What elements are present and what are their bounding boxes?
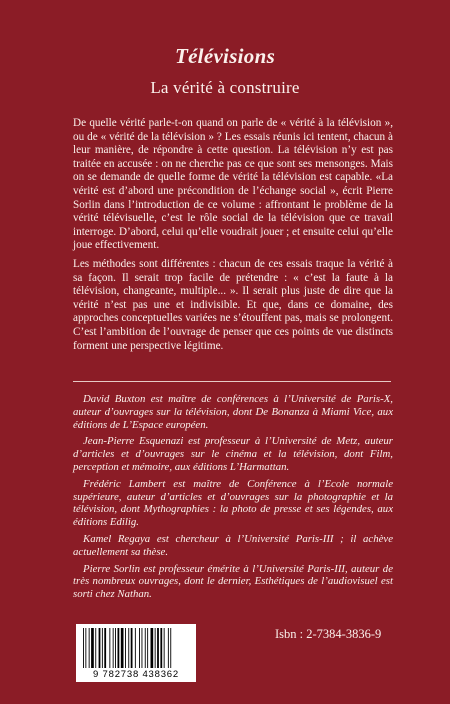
- intro-paragraph: Les méthodes sont différentes : chacun de ces essais traque la vérité à sa façon. Il serait trop facile de prétendre : « c’est la faute à la télévision, changeante, multiple... ». Il serait plus juste de dire que la vérité n’est pas une et indivisible. Et que, dans ce domaine, des approches conceptuelles variées ne s’étouffent pas, mais se prolongent. C’est l’ambition de l’ouvrage de penser que ces points de vue distincts forment une perspective légitime.: [73, 257, 393, 352]
- barcode-bar: [99, 628, 101, 668]
- barcode-bar: [139, 628, 140, 668]
- barcode-bar: [109, 628, 110, 668]
- barcode-bar: [83, 628, 84, 668]
- barcode-bar: [128, 628, 129, 668]
- section-divider: [73, 381, 391, 382]
- barcode-bar: [104, 628, 106, 668]
- barcode-bar: [131, 628, 133, 668]
- barcode-bar: [145, 628, 146, 668]
- author-bio: David Buxton est maître de conférences à l’Université de Paris-X, auteur d’ouvrages sur la télévision, dont De Bonanza à Miami Vice, aux éditions de L’Espace européen.: [73, 393, 393, 431]
- barcode-bar: [113, 628, 114, 668]
- page-title: Télévisions: [174, 44, 276, 68]
- barcode: [76, 624, 196, 682]
- author-bio: Kamel Regaya est chercheur à l’Université Paris-III ; il achève actuellement sa thèse.: [73, 532, 393, 558]
- isbn-label: Isbn : 2-7384-3836-9: [275, 627, 382, 641]
- barcode-bar: [147, 628, 148, 668]
- barcode-bar: [102, 628, 103, 668]
- barcode-bars: [81, 628, 191, 668]
- barcode-bar: [151, 628, 154, 668]
- barcode-bar: [89, 628, 90, 668]
- barcode-bar: [157, 628, 159, 668]
- author-bio: Jean-Pierre Esquenazi est professeur à l’Université de Metz, auteur d’articles et d’ouvrages sur le cinéma et la télévision, dont Film, perception et mémoire, aux éditions L’Harmattan.: [73, 435, 393, 473]
- barcode-bar: [115, 628, 116, 668]
- author-bio: Frédéric Lambert est maître de Conférence à l’Ecole normale supérieure, auteur d’articles et d’ouvrages sur la photographie et la télévision, dont Mythographies : la photo de presse et ses légendes, aux éditions Edilig.: [73, 477, 393, 529]
- barcode-bar: [168, 628, 169, 668]
- barcode-bar: [91, 628, 94, 668]
- barcode-bar: [135, 628, 136, 668]
- intro-text: [73, 117, 393, 358]
- author-bios: [73, 393, 393, 605]
- barcode-bar: [155, 628, 156, 668]
- author-bio: Pierre Sorlin est professeur émérite à l’Université Paris-III, auteur de très nombreux ouvrages, dont le dernier, Esthétiques de l’audiovisuel est sorti chez Nathan.: [73, 562, 393, 601]
- barcode-number: 9 782738 438362: [93, 669, 179, 680]
- barcode-bar: [121, 628, 124, 668]
- barcode-bar: [85, 628, 86, 668]
- barcode-bar: [170, 628, 171, 668]
- intro-paragraph: De quelle vérité parle-t-on quand on parle de « vérité à la télévision », ou de « vérité de la télévision » ? Les essais réunis ici tentent, chacun à leur manière, de répondre à cette question. La télévision n’y est pas traitée en accusée : on ne cherche pas ce que sont ses mensonges. Mais on se demande de quelle forme de vérité la télévision est capable. «La vérité est d’abord une précondition de l’échange social », écrit Pierre Sorlin dans l’introduction de ce volume : affrontant le problème de la vérité télévisuelle, c’est le rôle social de la télévision que ce travail interroge. D’abord, celui qu’elle voudrait jouer ; et ensuite celui qu’elle joue effectivement.: [73, 117, 393, 252]
- barcode-bar: [160, 628, 162, 668]
- barcode-bar: [95, 628, 96, 668]
- barcode-bar: [118, 628, 120, 668]
- barcode-bar: [125, 628, 126, 668]
- page-subtitle: La vérité à construire: [150, 78, 300, 97]
- barcode-bar: [142, 628, 143, 668]
- barcode-bar: [164, 628, 165, 668]
